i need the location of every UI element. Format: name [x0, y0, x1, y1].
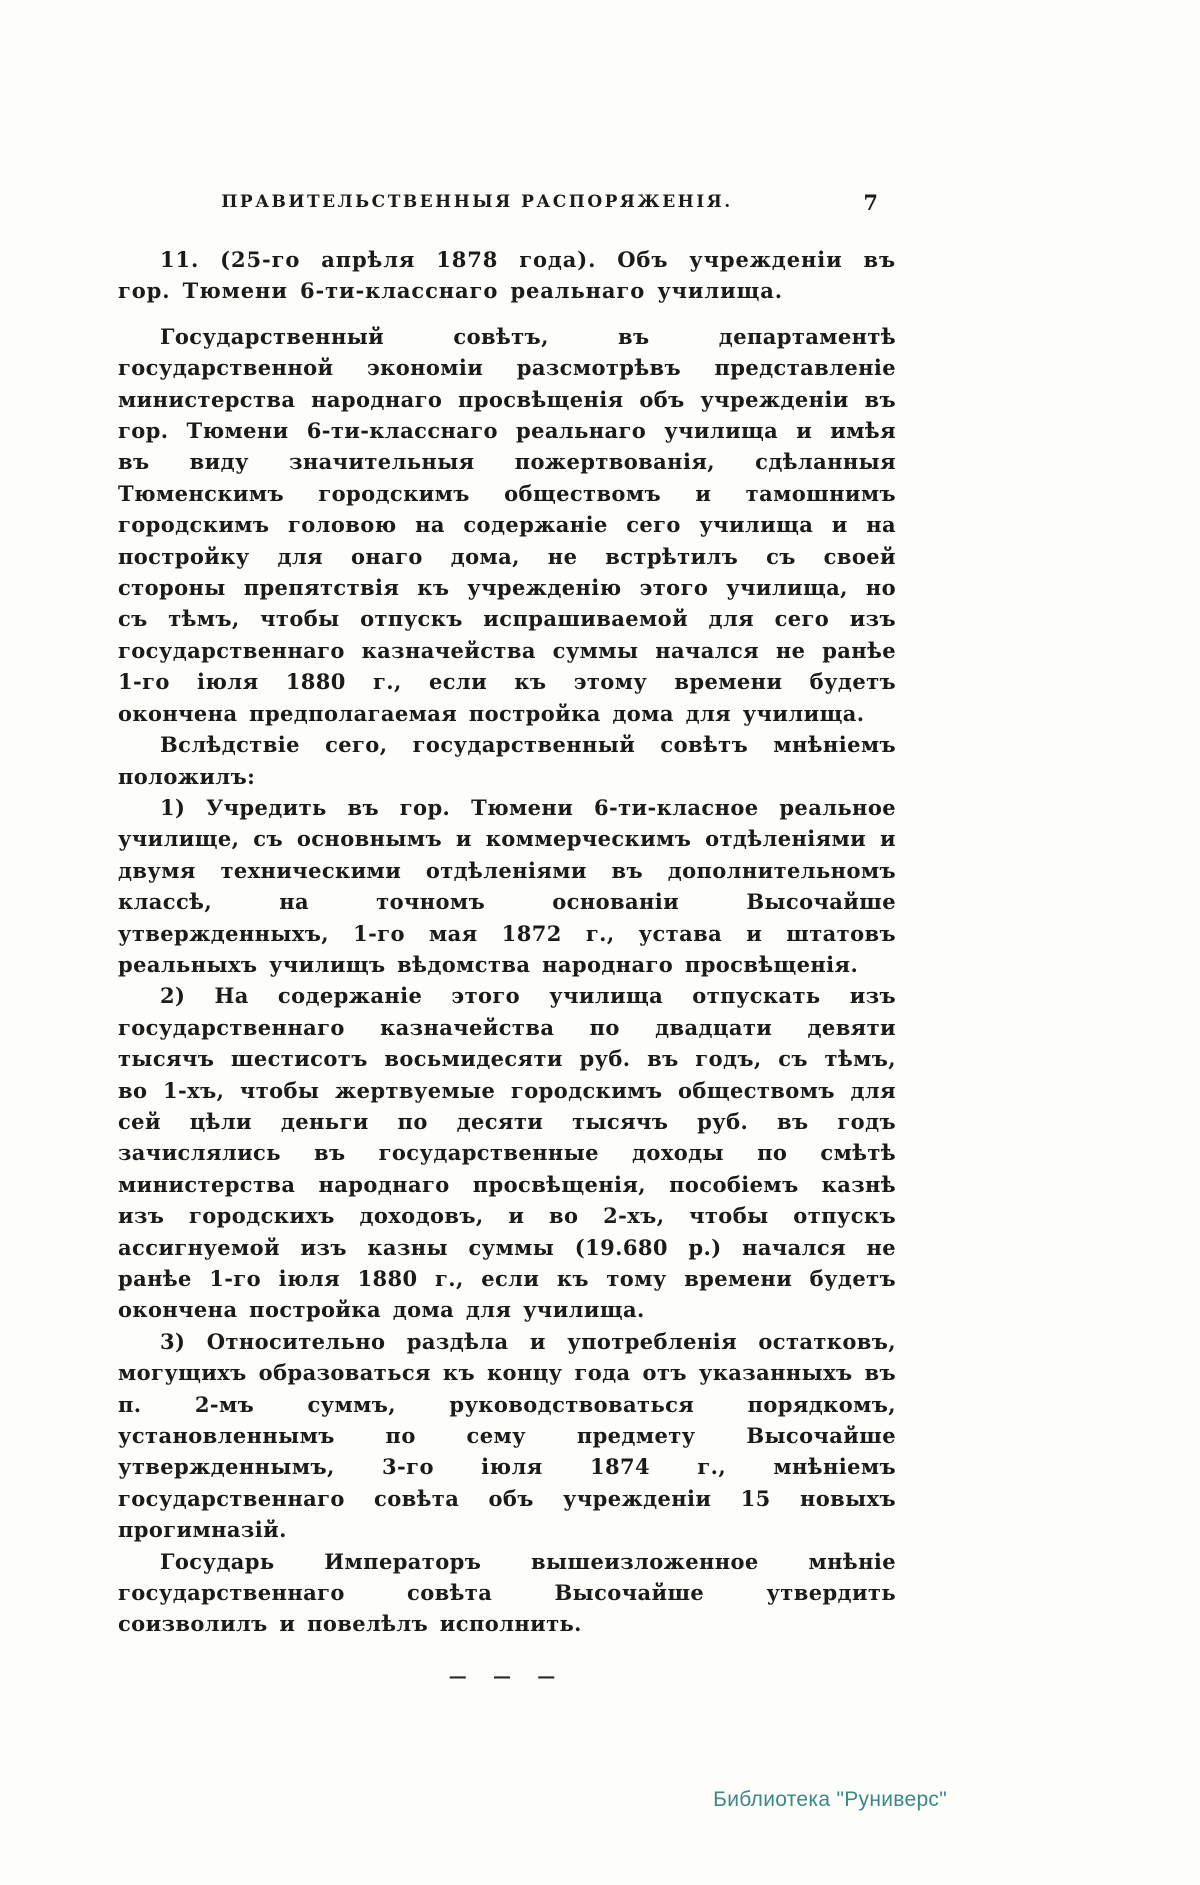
- paragraph-resolution-lead: Вслѣдствіе сего, государственный совѣтъ мнѣніемъ положилъ:: [118, 732, 896, 789]
- page-number: 7: [863, 190, 878, 215]
- paragraph-intro: Государственный совѣтъ, въ департаментѣ государственной экономіи разсмотрѣвъ представленіе министерства народнаго просвѣщенія объ учрежденіи въ гор. Тюмени 6-ти-класснаго реальнаго училища и имѣя въ виду значительныя пожертвованія, сдѣланныя Тюменскимъ городскимъ обществомъ и тамошнимъ городскимъ головою на содержаніе сего училища и на постройку для онаго дома, не встрѣтилъ съ своей стороны препятствія къ учрежденію этого училища, но съ тѣмъ, чтобы отпускъ испрашиваемой для сего изъ государственнаго казначейства суммы начался не ранѣе 1-го іюля 1880 г., если къ этому времени будетъ окончена предполагаемая постройка дома для училища.: [118, 323, 896, 726]
- library-watermark: Библиотека "Руниверс": [713, 1788, 947, 1811]
- running-head: [118, 192, 896, 222]
- paragraph-item-3: 3) Относительно раздѣла и употребленія остатковъ, могущихъ образоваться къ концу года отъ указанныхъ въ п. 2-мъ суммъ, руководствоваться порядкомъ, установленнымъ по сему предмету Высочайше утвержденнымъ, 3-го іюля 1874 г., мнѣніемъ государственнаго совѣта объ учрежденіи 15 новыхъ прогимназій.: [118, 1328, 896, 1543]
- article-body: [118, 244, 896, 1687]
- paragraph-closing: Государь Императоръ вышеизложенное мнѣніе государственнаго совѣта Высочайше утвердить соизволилъ и повелѣлъ исполнить.: [118, 1548, 896, 1637]
- running-title: ПРАВИТЕЛЬСТВЕННЫЯ РАСПОРЯЖЕНІЯ.: [221, 192, 733, 212]
- paragraph-item-2: 2) На содержаніе этого училища отпускать изъ государственнаго казначейства по двадцати девяти тысячъ шестисотъ восьмидесяти руб. въ годъ, съ тѣмъ, во 1-хъ, чтобы жертвуемые городскимъ обществомъ для сей цѣли деньги по десяти тысячъ руб. въ годъ зачислялись въ государственные доходы по смѣтѣ министерства народнаго просвѣщенія, пособіемъ казнѣ изъ городскихъ доходовъ, и во 2-хъ, чтобы отпускъ ассигнуемой изъ казны суммы (19.680 р.) начался не ранѣе 1-го іюля 1880 г., если къ тому времени будетъ окончена постройка дома для училища.: [118, 983, 896, 1323]
- paragraph-item-1: 1) Учредить въ гор. Тюмени 6-ти-класное реальное училище, съ основнымъ и коммерческимъ отдѣленіями и двумя техническими отдѣленіями въ дополнительномъ классѣ, на точномъ основаніи Высочайше утвержденныхъ, 1-го мая 1872 г., устава и штатовъ реальныхъ училищъ вѣдомства народнаго просвѣщенія.: [118, 794, 896, 977]
- article-title: 11. (25-го апрѣля 1878 года). Объ учрежденіи въ гор. Тюмени 6-ти-класснаго реальнаго училища.: [118, 247, 896, 304]
- section-divider: — — —: [448, 1665, 566, 1687]
